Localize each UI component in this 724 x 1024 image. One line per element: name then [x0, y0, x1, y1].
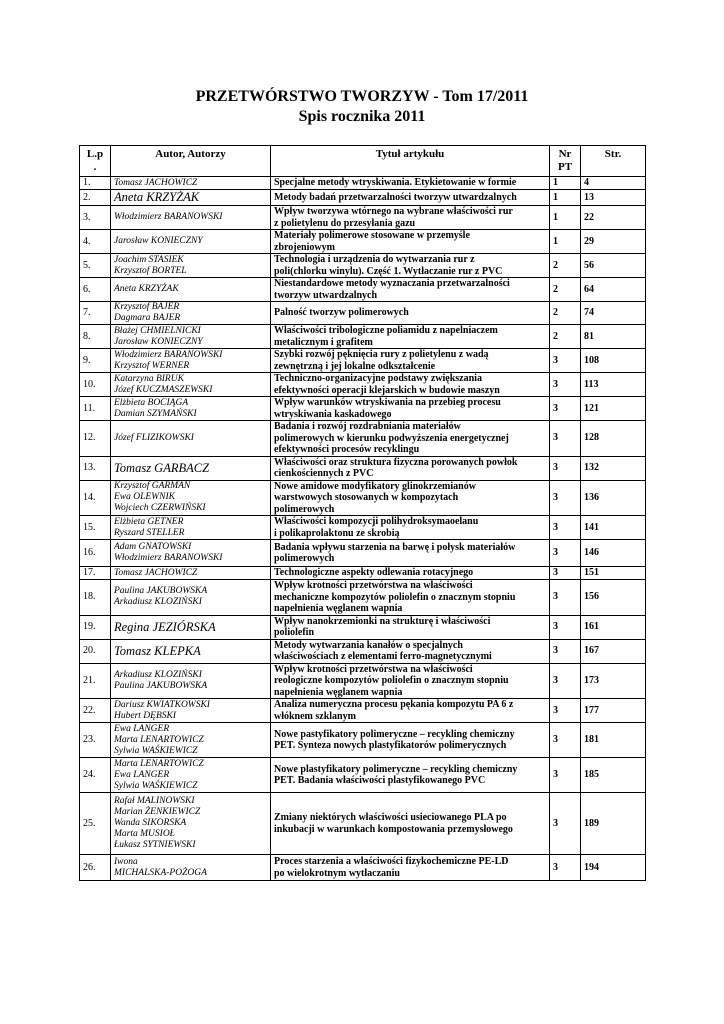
table-row [80, 302, 646, 325]
article-title: Palność tworzyw polimerowych [271, 302, 550, 325]
page-number: 56 [581, 254, 646, 278]
authors-cell [111, 254, 271, 278]
issue-number: 3 [550, 855, 581, 881]
page-number: 22 [581, 206, 646, 230]
column-header-author: Autor, Autorzy [111, 146, 271, 177]
author-name: Ewa LANGER [114, 769, 170, 780]
author-name: Elżbieta GETNER [114, 516, 184, 527]
author-name: Włodzimierz BARANOWSKI [114, 349, 223, 360]
authors-cell [111, 373, 271, 397]
row-number: 24. [80, 758, 111, 793]
issue-number: 3 [550, 421, 581, 457]
page-number: 194 [581, 855, 646, 881]
table-row [80, 190, 646, 206]
page-number: 64 [581, 278, 646, 302]
table-header-row [80, 146, 646, 177]
row-number: 21. [80, 663, 111, 699]
table-row [80, 540, 646, 567]
page-number: 136 [581, 480, 646, 516]
page-number: 121 [581, 397, 646, 421]
page-number: 141 [581, 516, 646, 540]
author-name: Hubert DĘBSKI [114, 710, 177, 721]
annual-index-title: Spis rocznika 2011 [298, 108, 426, 125]
author-name: Ewa LANGER [114, 723, 170, 734]
article-title: Wpływ tworzywa wtórnego na wybrane właściwości rur z polietylenu do przesyłania gazu [271, 206, 550, 230]
table-row [80, 639, 646, 663]
article-title: Metody wytwarzania kanałów o specjalnych właściwościach z elementami ferro-magnetycznymi [271, 639, 550, 663]
article-title: Właściwości tribologiczne poliamidu z napelniaczem metalicznym i grafitem [271, 325, 550, 349]
authors-cell [111, 567, 271, 580]
article-title: Zmiany niektórych właściwości usieciowanego PLA po inkubacji w warunkach kompostowania przemysłowego [271, 793, 550, 855]
author-name: Józef KUCZMASZEWSKI [114, 384, 213, 395]
page-number: 132 [581, 456, 646, 480]
row-number: 14. [80, 480, 111, 516]
author-name: Marta LENARTOWICZ [114, 734, 204, 745]
row-number: 7. [80, 302, 111, 325]
author-name: Tomasz JACHOWICZ [114, 567, 198, 578]
authors-cell [111, 349, 271, 373]
table-row [80, 278, 646, 302]
table-row [80, 456, 646, 480]
row-number: 9. [80, 349, 111, 373]
author-name: Arkadiusz KLOZIŃSKI [114, 597, 202, 608]
authors-cell [111, 615, 271, 639]
table-row [80, 663, 646, 699]
issue-number: 1 [550, 206, 581, 230]
author-name: Dagmara BAJER [114, 313, 181, 323]
author-name: Elżbieta BOCIĄGA [114, 397, 189, 408]
authors-cell [111, 456, 271, 480]
table-body [80, 177, 646, 881]
issue-number: 3 [550, 793, 581, 855]
issue-number: 2 [550, 278, 581, 302]
author-name: Arkadiusz KLOZIŃSKI [114, 669, 202, 680]
row-number: 18. [80, 580, 111, 616]
author-name: Krzysztof BORTEL [114, 265, 187, 276]
article-title: Metody badań przetwarzalności tworzyw utwardzalnych [271, 190, 550, 206]
issue-number: 2 [550, 302, 581, 325]
issue-number: 1 [550, 177, 581, 190]
author-name: Iwona [114, 856, 138, 867]
page-number: 113 [581, 373, 646, 397]
page-number: 167 [581, 639, 646, 663]
author-name: Regina JEZIÓRSKA [114, 619, 216, 634]
table-row [80, 206, 646, 230]
row-number: 3. [80, 206, 111, 230]
issue-number: 3 [550, 699, 581, 723]
journal-volume-title: PRZETWÓRSTWO TWORZYW - Tom 17/2011 [195, 88, 529, 105]
issue-number: 3 [550, 397, 581, 421]
issue-number: 3 [550, 349, 581, 373]
authors-cell [111, 723, 271, 758]
row-number: 5. [80, 254, 111, 278]
authors-cell [111, 206, 271, 230]
contents-table [79, 145, 646, 881]
issue-number: 3 [550, 540, 581, 567]
author-name: Łukasz SYTNIEWSKI [114, 840, 196, 850]
issue-number: 1 [550, 230, 581, 254]
issue-number: 3 [550, 456, 581, 480]
author-name: Aneta KRZYŻAK [114, 284, 179, 294]
row-number: 4. [80, 230, 111, 254]
page-number: 151 [581, 567, 646, 580]
author-name: Tomasz KLEPKA [114, 643, 201, 658]
article-title: Badania wpływu starzenia na barwę i połysk materiałów polimerowych [271, 540, 550, 567]
author-name: Rafał MALINOWSKI [114, 796, 195, 806]
issue-number: 2 [550, 254, 581, 278]
authors-cell [111, 855, 271, 881]
page-number: 161 [581, 615, 646, 639]
authors-cell [111, 480, 271, 516]
authors-cell [111, 540, 271, 567]
authors-cell [111, 397, 271, 421]
row-number: 6. [80, 278, 111, 302]
authors-cell [111, 793, 271, 855]
row-number: 1. [80, 177, 111, 190]
page-number: 185 [581, 758, 646, 793]
row-number: 16. [80, 540, 111, 567]
table-row [80, 516, 646, 540]
row-number: 25. [80, 793, 111, 855]
article-title: Wpływ nanokrzemionki na strukturę i właściwości poliolefin [271, 615, 550, 639]
row-number: 10. [80, 373, 111, 397]
author-name: Marian ŻENKIEWICZ [114, 807, 201, 817]
page-number: 181 [581, 723, 646, 758]
author-name: Tomasz GARBACZ [114, 460, 210, 475]
author-name: Józef FLIZIKOWSKI [114, 432, 194, 443]
article-title: Właściwości kompozycji polihydroksymaoelanu i polikaprolaktonu ze skrobią [271, 516, 550, 540]
row-number: 20. [80, 639, 111, 663]
author-name: Błażej CHMIELNICKI [114, 325, 201, 336]
page-number: 74 [581, 302, 646, 325]
authors-cell [111, 325, 271, 349]
author-name: Joachim STASIEK [114, 254, 184, 265]
table-row [80, 177, 646, 190]
row-number: 19. [80, 615, 111, 639]
row-number: 2. [80, 190, 111, 206]
issue-number: 3 [550, 567, 581, 580]
authors-cell [111, 302, 271, 325]
author-name: Dariusz KWIATKOWSKI [114, 699, 210, 710]
author-name: Krzysztof BAJER [114, 302, 180, 312]
page-number: 13 [581, 190, 646, 206]
row-number: 26. [80, 855, 111, 881]
author-name: Tomasz JACHOWICZ [114, 177, 198, 188]
authors-cell [111, 177, 271, 190]
author-name: Marta LENARTOWICZ [114, 758, 204, 769]
author-name: Wanda SIKORSKA [114, 818, 187, 828]
article-title: Materiały polimerowe stosowane w przemyśle zbrojeniowym [271, 230, 550, 254]
page-number: 128 [581, 421, 646, 457]
issue-number: 3 [550, 639, 581, 663]
author-name: Aneta KRZYŻAK [114, 190, 200, 204]
page-number: 189 [581, 793, 646, 855]
page-number: 81 [581, 325, 646, 349]
row-number: 11. [80, 397, 111, 421]
author-name: MICHALSKA-POŻOGA [114, 867, 207, 878]
authors-cell [111, 639, 271, 663]
authors-cell [111, 230, 271, 254]
table-row [80, 855, 646, 881]
article-title: Technologiczne aspekty odlewania rotacyjnego [271, 567, 550, 580]
authors-cell [111, 190, 271, 206]
table-row [80, 325, 646, 349]
table-row [80, 699, 646, 723]
table-row [80, 723, 646, 758]
authors-cell [111, 699, 271, 723]
row-number: 23. [80, 723, 111, 758]
author-name: Damian SZYMAŃSKI [114, 408, 197, 419]
table-row [80, 421, 646, 457]
row-number: 17. [80, 567, 111, 580]
issue-number: 3 [550, 373, 581, 397]
page-number: 173 [581, 663, 646, 699]
row-number: 12. [80, 421, 111, 457]
author-name: Jarosław KONIECZNY [114, 336, 203, 347]
author-name: Katarzyna BIRUK [114, 373, 184, 384]
author-name: Krzysztof GARMAN [114, 481, 191, 492]
article-title: Wpływ krotności przetwórstwa na właściwości mechaniczne kompozytów poliolefin o znacznym stopniu napełnienia węglanem wapnia [271, 580, 550, 616]
column-header-lp: L.p . [80, 146, 111, 177]
column-header-page: Str. [581, 146, 646, 177]
issue-number: 3 [550, 615, 581, 639]
issue-number: 3 [550, 723, 581, 758]
author-name: Krzysztof WERNER [114, 360, 190, 371]
authors-cell [111, 421, 271, 457]
authors-cell [111, 758, 271, 793]
article-title: Niestandardowe metody wyznaczania przetwarzalności tworzyw utwardzalnych [271, 278, 550, 302]
issue-number: 1 [550, 190, 581, 206]
page-number: 108 [581, 349, 646, 373]
author-name: Paulina JAKUBOWSKA [114, 680, 208, 691]
page-number: 177 [581, 699, 646, 723]
author-name: Ryszard STELLER [114, 527, 185, 538]
authors-cell [111, 663, 271, 699]
table-row [80, 480, 646, 516]
author-name: Jarosław KONIECZNY [114, 236, 203, 246]
column-header-issue: Nr PT [550, 146, 581, 177]
issue-number: 3 [550, 663, 581, 699]
table-row [80, 349, 646, 373]
author-name: Sylwia WAŚKIEWICZ [114, 745, 198, 756]
issue-number: 3 [550, 516, 581, 540]
author-name: Adam GNATOWSKI [114, 542, 192, 552]
article-title: Nowe pastyfikatory polimeryczne – recykling chemiczny PET. Synteza nowych plastyfikatorów polimerycznych [271, 723, 550, 758]
article-title: Wpływ krotności przetwórstwa na właściwości reologiczne kompozytów poliolefin o znacznym stopniu napełnienia węglanem wapnia [271, 663, 550, 699]
author-name: Wojciech CZERWIŃSKI [114, 503, 206, 514]
article-title: Szybki rozwój pęknięcia rury z polietylenu z wadą zewnętrzną i jej lokalne odkształcenie [271, 349, 550, 373]
row-number: 8. [80, 325, 111, 349]
author-name: Paulina JAKUBOWSKA [114, 586, 208, 597]
table-row [80, 397, 646, 421]
document-title [0, 87, 724, 127]
issue-number: 3 [550, 580, 581, 616]
article-title: Technologia i urządzenia do wytwarzania rur z poli(chlorku winylu). Część 1. Wytłaczanie rur z PVC [271, 254, 550, 278]
issue-number: 3 [550, 480, 581, 516]
article-title: Właściwości oraz struktura fizyczna porowanych powłok cienkościennych z PVC [271, 456, 550, 480]
table-row [80, 373, 646, 397]
authors-cell [111, 516, 271, 540]
table-row [80, 567, 646, 580]
article-title: Badania i rozwój rozdrabniania materiałów polimerowych w kierunku podwyższenia energetycznej efektywności procesów recyklingu [271, 421, 550, 457]
table-row [80, 230, 646, 254]
table-row [80, 580, 646, 616]
table-row [80, 758, 646, 793]
article-title: Wpływ warunków wtryskiwania na przebieg procesu wtryskiwania kaskadowego [271, 397, 550, 421]
article-title: Proces starzenia a właściwości fizykochemiczne PE-LD po wielokrotnym wytłaczaniu [271, 855, 550, 881]
article-title: Nowe plastyfikatory polimeryczne – recykling chemiczny PET. Badania właściwości plastyfikowanego PVC [271, 758, 550, 793]
page-number: 146 [581, 540, 646, 567]
article-title: Nowe amidowe modyfikatory glinokrzemianów warstwowych stosowanych w kompozytach polimerowych [271, 480, 550, 516]
issue-number: 3 [550, 758, 581, 793]
table-row [80, 615, 646, 639]
article-title: Techniczno-organizacyjne podstawy zwiększania efektywności operacji klejarskich w budowie maszyn [271, 373, 550, 397]
article-title: Analiza numeryczna procesu pękania kompozytu PA 6 z włóknem szklanym [271, 699, 550, 723]
column-header-title: Tytuł artykułu [271, 146, 550, 177]
table-row [80, 793, 646, 855]
authors-cell [111, 278, 271, 302]
author-name: Marta MUSIOŁ [114, 829, 175, 839]
row-number: 13. [80, 456, 111, 480]
row-number: 15. [80, 516, 111, 540]
page-number: 4 [581, 177, 646, 190]
table-row [80, 254, 646, 278]
authors-cell [111, 580, 271, 616]
row-number: 22. [80, 699, 111, 723]
author-name: Ewa OLEWNIK [114, 492, 175, 503]
issue-number: 2 [550, 325, 581, 349]
author-name: Włodzimierz BARANOWSKI [114, 553, 223, 563]
page-number: 29 [581, 230, 646, 254]
page-number: 156 [581, 580, 646, 616]
author-name: Włodzimierz BARANOWSKI [114, 212, 223, 222]
article-title: Specjalne metody wtryskiwania. Etykietowanie w formie [271, 177, 550, 190]
author-name: Sylwia WAŚKIEWICZ [114, 780, 198, 791]
